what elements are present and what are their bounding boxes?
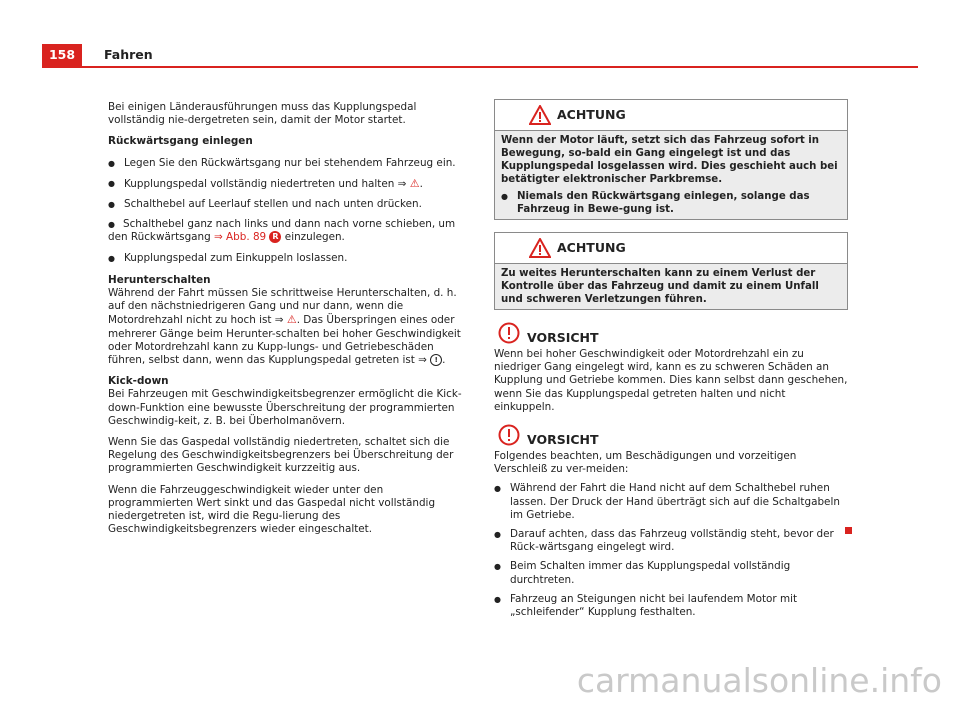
caution-bullet [494, 528, 848, 554]
figure-link[interactable]: ⇒ Abb. 89 [214, 231, 267, 244]
caution-notice [494, 322, 848, 414]
caution-bullet-text: Fahrzeug an Steigungen nicht bei laufendem Motor mit „schleifender“ Kupplung festhalten. [510, 592, 798, 619]
list-item: ● Kupplungspedal vollständig niedertreten und halten ⇒ ⚠. [108, 177, 464, 191]
downshift-text: . Das Überspringen eines oder mehrerer Gänge beim Herunter-schalten bei hoher Geschwindigkeit oder Motordrehzahl kann zu Kupp-lungs- und Getriebeschäden führen, selbst dann, wenn das Kupplungspedal getreten ist [108, 314, 461, 367]
list-item [108, 157, 464, 170]
warning-box-body [495, 131, 847, 219]
kickdown-paragraph-3: Wenn die Fahrzeuggeschwindigkeit wieder unter den programmierten Wert sinkt und das Gaspedal nicht vollständig niedergetreten ist, wird die Regu-lierung des Geschwindigkeitsbegrenzers wieder eingeschaltet. [108, 483, 436, 536]
warning-text: Wenn der Motor läuft, setzt sich das Fahrzeug sofort in Bewegung, so-bald ein Gang eingelegt ist und das Kupplungspedal losgelassen wird. Dies geschieht auch bei betätigter elektronischer Parkbremse. [501, 135, 838, 185]
list-item [108, 252, 464, 265]
warning-label: ACHTUNG [557, 240, 626, 255]
caution-header [494, 424, 848, 450]
ref-arrow: ⇒ [274, 314, 284, 327]
caution-bullet-text: Beim Schalten immer das Kupplungspedal vollständig durchtreten. [510, 560, 791, 586]
downshift-end: . [442, 354, 446, 367]
kickdown-heading: Kick-down [108, 375, 169, 388]
caution-label: VORSICHT [527, 330, 599, 345]
downshift-paragraph [108, 287, 464, 367]
caution-label: VORSICHT [527, 432, 599, 448]
ref-arrow: ⇒ [418, 354, 427, 367]
warning-text: Zu weites Herunterschalten kann zu einem Verlust der Kontrolle über das Fahrzeug und damit zu einem Unfall und schweren Verletzungen führen. [501, 268, 819, 305]
warning-label: ACHTUNG [557, 107, 626, 122]
reverse-marker-icon: R [269, 231, 281, 243]
warning-triangle-icon [529, 105, 551, 125]
warning-triangle-icon[interactable]: ⚠ [286, 313, 297, 327]
page-header [0, 44, 960, 68]
bullet-icon: ● [108, 220, 115, 230]
page-number: 158 [42, 44, 82, 66]
caution-bullet [494, 560, 848, 586]
intro-paragraph: Bei einigen Länderausführungen muss das Kupplungspedal vollständig nie-dergetreten sein, damit der Motor startet. [108, 101, 417, 127]
caution-text: Wenn bei hoher Geschwindigkeit oder Motordrehzahl ein zu niedriger Gang eingelegt wird, kann es zu schweren Schäden an Kupplung und Getriebe kommen. Dies kann selbst dann geschehen, wenn Sie das Kupplungspedal getreten halten und nicht einkuppeln. [494, 348, 848, 413]
page-title: Fahren [104, 47, 153, 62]
warning-triangle-icon[interactable]: ⚠ [409, 176, 420, 190]
caution-intro: Folgendes beachten, um Beschädigungen und vorzeitigen Verschleiß zu ver-meiden: [494, 450, 797, 476]
ref-arrow: ⇒ [397, 177, 407, 190]
warning-triangle-icon [529, 238, 551, 258]
list-item-text: Schalthebel auf Leerlauf stellen und nach unten drücken. [124, 198, 422, 211]
caution-bullet-text: Während der Fahrt die Hand nicht auf dem Schalthebel ruhen lassen. Der Druck der Hand überträgt sich auf die Schaltgabeln im Getriebe. [510, 482, 840, 521]
caution-header [494, 322, 848, 348]
list-item-text: Kupplungspedal zum Einkuppeln loslassen. [124, 251, 348, 264]
downshift-heading: Herunterschalten [108, 273, 211, 286]
warning-box-header [495, 233, 847, 264]
downshift-text: Während der Fahrt müssen Sie schrittweise Herunterschalten, d. h. auf den nächstniedrigeren Gang und nur dann, wenn die Motordrehzahl nicht zu hoch ist [108, 287, 457, 327]
warning-box-body [495, 264, 847, 309]
caution-bullet [494, 482, 848, 522]
section-end-marker [845, 527, 852, 534]
warning-box-header [495, 100, 847, 131]
caution-notice [494, 424, 848, 619]
caution-circle-icon [498, 322, 520, 344]
list-item-text: Kupplungspedal vollständig niedertreten und halten [124, 177, 395, 190]
kickdown-paragraph-1: Bei Fahrzeugen mit Geschwindigkeitsbegrenzer ermöglicht die Kick-down-Funktion eine bewusste Überschreitung der programmierten Geschwindig-keit, z. B. bei Überholmanövern. [108, 388, 462, 427]
warning-bullet-text: Niemals den Rückwärtsgang einlegen, solange das Fahrzeug in Bewe-gung ist. [517, 191, 810, 215]
warning-box [494, 232, 848, 310]
list-item [108, 198, 464, 211]
caution-bullet-text: Darauf achten, dass das Fahrzeug vollständig steht, bevor der Rück-wärtsgang eingelegt wird. [510, 528, 834, 554]
list-item-text: Legen Sie den Rückwärtsgang nur bei stehendem Fahrzeug ein. [124, 156, 456, 169]
right-column [494, 99, 848, 629]
caution-bullet [494, 593, 848, 619]
header-rule [42, 66, 918, 68]
reverse-heading: Rückwärtsgang einlegen [108, 135, 253, 148]
warning-bullet [501, 190, 841, 216]
caution-circle-icon [498, 424, 520, 446]
kickdown-paragraph-2: Wenn Sie das Gaspedal vollständig niedertreten, schaltet sich die Regelung des Geschwindigkeitsbegrenzers bei Überschreitung der programmierten Geschwindigkeit kurzzeitig aus. [108, 436, 454, 475]
warning-box [494, 99, 848, 220]
list-item-text: Schalthebel ganz nach links und dann nach vorne schieben, um den Rückwärtsgang [108, 218, 456, 244]
watermark: carmanualsonline.info [576, 661, 942, 700]
caution-circle-icon[interactable]: ! [430, 354, 442, 366]
list-item-text-end: einzulegen. [284, 231, 345, 244]
left-column [108, 101, 464, 544]
list-item [108, 218, 464, 244]
